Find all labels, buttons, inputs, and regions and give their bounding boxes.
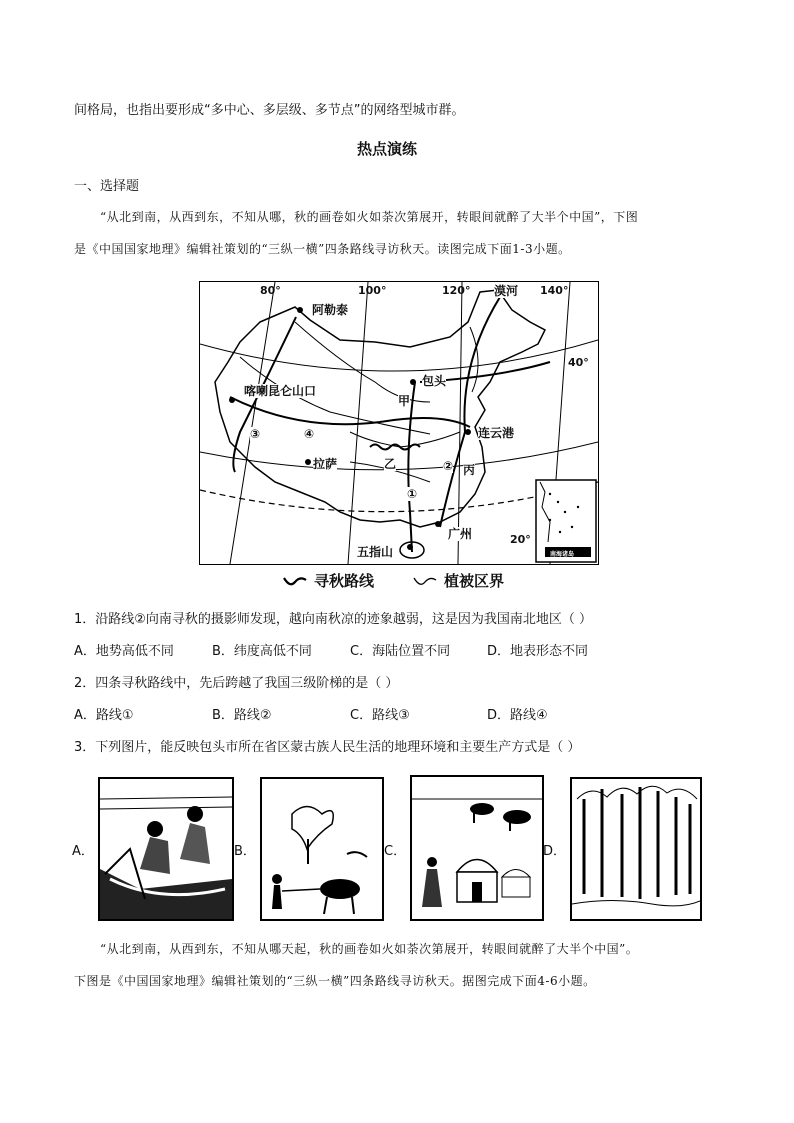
q1-option-a[interactable]: A．地势高低不同 bbox=[74, 644, 174, 659]
inset-label: 南海诸岛 bbox=[550, 551, 575, 558]
place-wuzhishan: 五指山 bbox=[357, 545, 394, 559]
place-yi: 乙 bbox=[384, 457, 397, 471]
q3-label-b[interactable]: B． bbox=[234, 844, 256, 859]
q2-option-d[interactable]: D．路线④ bbox=[487, 708, 548, 723]
lon-140-label: 140° bbox=[540, 284, 569, 297]
place-bing: 丙 bbox=[463, 463, 476, 477]
q3-picture-a-fishing[interactable] bbox=[98, 777, 234, 921]
q2-option-a[interactable]: A．路线① bbox=[74, 708, 134, 723]
intro-line: 间格局，也指出要形成“多中心、多层级、多节点”的网络型城市群。 bbox=[74, 103, 465, 118]
lon-100-label: 100° bbox=[358, 284, 387, 297]
place-aletai: 阿勒泰 bbox=[312, 303, 349, 317]
route-1-label: ① bbox=[407, 487, 418, 501]
q3-label-a[interactable]: A． bbox=[72, 844, 94, 859]
china-route-map bbox=[199, 281, 599, 565]
grassland-yurt-illustration bbox=[412, 777, 542, 919]
legend-route-label: 寻秋路线 bbox=[314, 572, 375, 590]
lon-120-label: 120° bbox=[442, 284, 471, 297]
map-drawing bbox=[200, 282, 598, 564]
passage1-line1: “从北到南，从西到东，不知从哪，秋的画卷如火如荼次第展开，转眼间就醉了大半个中国”，下图 bbox=[100, 210, 639, 224]
passage2-line1: “从北到南，从西到东，不知从哪天起，秋的画卷如火如荼次第展开，转眼间就醉了大半个中国”。 bbox=[100, 942, 639, 956]
forest-illustration bbox=[572, 779, 700, 919]
passage2-line2: 下图是《中国国家地理》编辑社策划的“三纵一横”四条路线寻访秋天。据图完成下面4-6小题。 bbox=[74, 974, 596, 988]
q2-stem: 2．四条寻秋路线中，先后跨越了我国三级阶梯的是（ ） bbox=[74, 676, 399, 691]
q3-picture-d-forest[interactable] bbox=[570, 777, 702, 921]
route-4-label: ④ bbox=[304, 427, 315, 441]
lat-40-label: 40° bbox=[568, 356, 589, 369]
lon-80-label: 80° bbox=[260, 284, 281, 297]
route-3-label: ③ bbox=[250, 427, 261, 441]
legend-boundary-label: 植被区界 bbox=[444, 572, 505, 590]
fishing-illustration bbox=[100, 779, 232, 919]
place-jia: 甲 bbox=[398, 394, 411, 408]
lat-20-label: 20° bbox=[510, 533, 531, 546]
q2-option-b[interactable]: B．路线② bbox=[212, 708, 272, 723]
passage1-line2: 是《中国国家地理》编辑社策划的“三纵一横”四条路线寻访秋天。读图完成下面1-3小题。 bbox=[74, 242, 571, 256]
section-title: 热点演练 bbox=[357, 140, 418, 158]
q3-label-d[interactable]: D． bbox=[543, 844, 567, 859]
q1-stem: 1．沿路线②向南寻秋的摄影师发现，越向南秋凉的迹象越弱，这是因为我国南北地区（ ） bbox=[74, 612, 593, 627]
farming-illustration bbox=[262, 779, 382, 919]
q3-label-c[interactable]: C． bbox=[384, 844, 407, 859]
route-legend-icon bbox=[282, 574, 308, 588]
q3-stem: 3．下列图片，能反映包头市所在省区蒙古族人民生活的地理环境和主要生产方式是（ ） bbox=[74, 740, 581, 755]
place-kalakunlun: 喀喇昆仑山口 bbox=[244, 384, 317, 398]
place-lasa: 拉萨 bbox=[313, 457, 338, 471]
place-baotou: 包头 bbox=[422, 374, 447, 388]
section-heading: 一、选择题 bbox=[74, 179, 140, 194]
place-lianyungang: 连云港 bbox=[478, 426, 515, 440]
place-guangzhou: 广州 bbox=[448, 527, 473, 541]
place-mohe: 漠河 bbox=[494, 284, 519, 298]
q3-picture-c-grassland[interactable] bbox=[410, 775, 544, 921]
route-2-label: ② bbox=[443, 459, 454, 473]
boundary-legend-icon bbox=[412, 574, 438, 588]
q1-option-d[interactable]: D．地表形态不同 bbox=[487, 644, 589, 659]
q2-option-c[interactable]: C．路线③ bbox=[350, 708, 410, 723]
q3-picture-b-farming[interactable] bbox=[260, 777, 384, 921]
q1-option-c[interactable]: C．海陆位置不同 bbox=[350, 644, 451, 659]
q1-option-b[interactable]: B．纬度高低不同 bbox=[212, 644, 312, 659]
